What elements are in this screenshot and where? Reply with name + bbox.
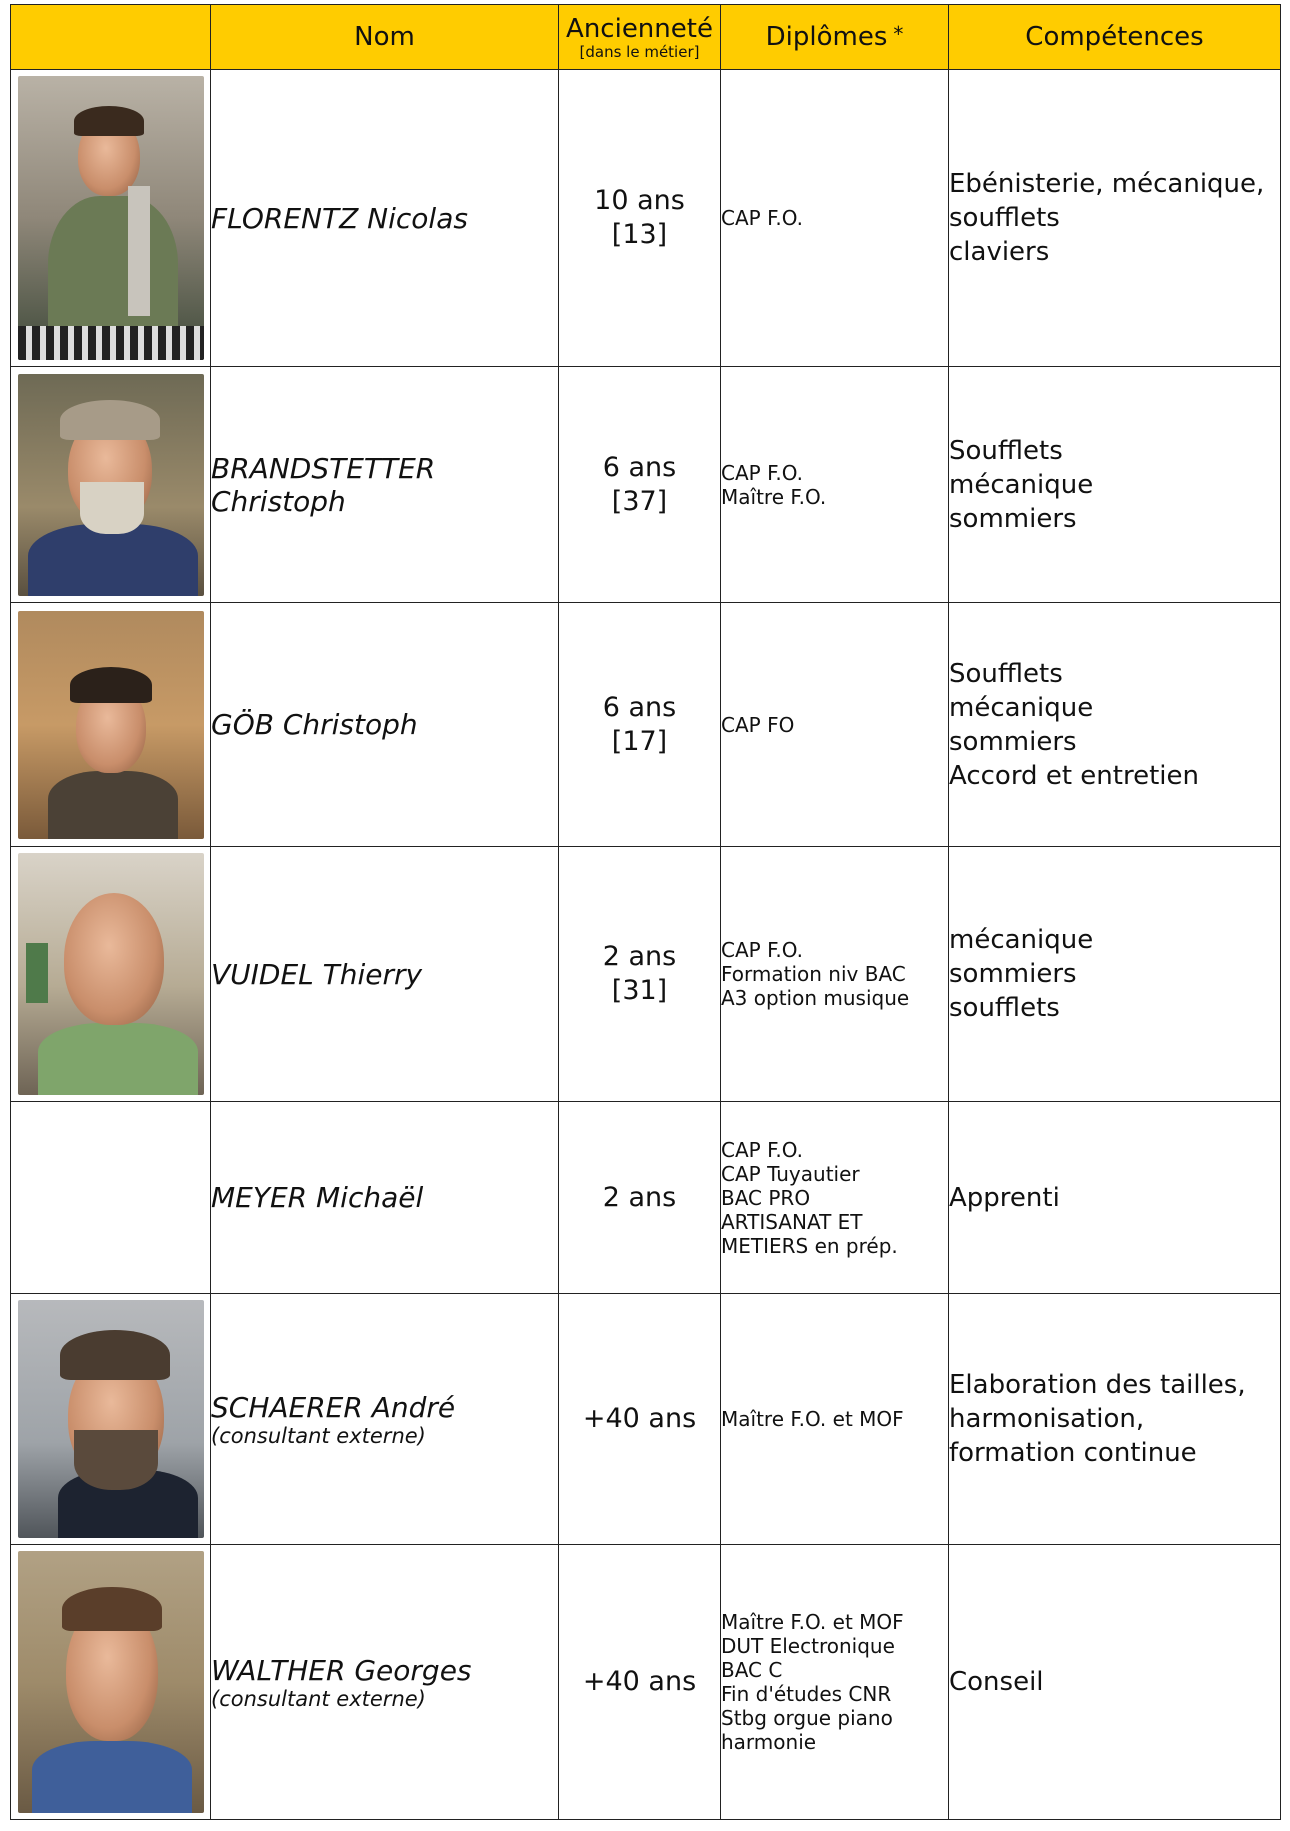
diploma-item: BAC C [721, 1658, 783, 1682]
seniority-cell [559, 70, 721, 367]
seniority-years: 6 ans [602, 691, 677, 723]
diplomas-cell [721, 70, 949, 367]
portrait-photo [18, 1300, 204, 1538]
skill-item: mécanique [949, 692, 1094, 723]
skill-item: soufflets [949, 203, 1060, 233]
header-anciennete [559, 5, 721, 70]
skill-item: harmonisation, [949, 1404, 1145, 1434]
diploma-item: DUT Electronique [721, 1634, 895, 1658]
seniority-years: 10 ans [594, 185, 685, 216]
skill-item: claviers [949, 237, 1050, 267]
header-nom-label: Nom [354, 22, 415, 52]
name-cell [211, 367, 559, 603]
skills-cell [949, 1545, 1281, 1820]
header-photo-cell [11, 5, 211, 70]
header-diplomes-label: Diplômes [765, 22, 888, 52]
person-name: GÖB Christoph [211, 708, 418, 741]
diploma-item: BAC PRO [721, 1185, 811, 1210]
person-name: BRANDSTETTER Christoph [211, 451, 436, 518]
diploma-item: CAP FO [721, 712, 795, 737]
table-row [11, 847, 1281, 1102]
diploma-item: ARTISANAT ET [721, 1209, 863, 1234]
skill-item: Conseil [949, 1667, 1044, 1697]
seniority-total: [17] [611, 725, 668, 757]
photo-cell [11, 1294, 211, 1545]
name-cell [211, 847, 559, 1102]
diploma-item: Formation niv BAC [721, 962, 906, 986]
diplomas-cell [721, 847, 949, 1102]
skill-item: soufflets [949, 993, 1060, 1023]
name-cell [211, 1102, 559, 1294]
portrait-photo [18, 1551, 204, 1813]
seniority-cell [559, 367, 721, 603]
person-name: WALTHER Georges [211, 1653, 472, 1687]
skill-item: sommiers [949, 959, 1077, 989]
skill-item: Accord et entretien [949, 760, 1199, 791]
header-anciennete-label: Ancienneté [566, 14, 713, 44]
skills-cell [949, 367, 1281, 603]
name-cell [211, 1294, 559, 1545]
header-anciennete-sub: [dans le métier] [579, 43, 700, 61]
seniority-total: [31] [611, 975, 668, 1006]
diploma-item: Maître F.O. et MOF [721, 1407, 904, 1431]
header-nom [211, 5, 559, 70]
table-row [11, 70, 1281, 367]
skills-cell [949, 847, 1281, 1102]
skills-cell [949, 1294, 1281, 1545]
diploma-item: CAP F.O. [721, 460, 804, 485]
seniority-cell [559, 1545, 721, 1820]
diploma-item: CAP F.O. [721, 206, 804, 230]
photo-cell [11, 603, 211, 847]
seniority-years: 2 ans [602, 1181, 677, 1213]
seniority-cell [559, 1102, 721, 1294]
portrait-photo [18, 853, 204, 1095]
name-cell [211, 603, 559, 847]
name-cell [211, 70, 559, 367]
seniority-years: +40 ans [582, 1666, 697, 1697]
table-row [11, 1102, 1281, 1294]
skills-cell [949, 1102, 1281, 1294]
header-competences [949, 5, 1281, 70]
diploma-item: Maître F.O. et MOF [721, 1610, 904, 1634]
person-note: (consultant externe) [211, 1686, 426, 1711]
header-diplomes [721, 5, 949, 70]
person-name: SCHAERER André [211, 1390, 456, 1424]
name-cell [211, 1545, 559, 1820]
person-name: VUIDEL Thierry [211, 957, 423, 991]
skill-item: Soufflets [949, 435, 1063, 466]
seniority-total: [13] [611, 219, 668, 250]
skill-item: sommiers [949, 726, 1077, 757]
seniority-years: 2 ans [602, 941, 677, 972]
person-name: MEYER Michaël [211, 1181, 424, 1214]
diplomas-cell [721, 367, 949, 603]
diplomas-cell [721, 603, 949, 847]
diploma-item: Stbg orgue piano [721, 1706, 893, 1730]
portrait-photo [18, 611, 204, 839]
diploma-item: CAP F.O. [721, 1137, 804, 1162]
staff-table [10, 4, 1281, 1820]
table-row [11, 1294, 1281, 1545]
skills-cell [949, 603, 1281, 847]
skill-item: formation continue [949, 1438, 1197, 1468]
person-name: FLORENTZ Nicolas [211, 201, 468, 235]
diploma-item: CAP Tuyautier [721, 1161, 860, 1186]
diploma-item: CAP F.O. [721, 938, 804, 962]
seniority-total: [37] [611, 485, 668, 517]
skill-item: mécanique [949, 925, 1094, 955]
seniority-years: 6 ans [602, 451, 677, 483]
skill-item: Soufflets [949, 658, 1063, 689]
table-row [11, 603, 1281, 847]
header-row [11, 5, 1281, 70]
seniority-cell [559, 1294, 721, 1545]
diploma-item: Maître F.O. [721, 484, 827, 509]
skill-item: mécanique [949, 469, 1094, 500]
table-row [11, 367, 1281, 603]
portrait-photo [18, 374, 204, 596]
photo-cell [11, 1102, 211, 1294]
diploma-item: A3 option musique [721, 986, 910, 1010]
seniority-cell [559, 603, 721, 847]
photo-cell [11, 70, 211, 367]
header-competences-label: Compétences [1025, 22, 1204, 52]
skill-item: Elaboration des tailles, [949, 1370, 1246, 1400]
footnote-mark: * [893, 22, 904, 46]
table-row [11, 1545, 1281, 1820]
photo-cell [11, 847, 211, 1102]
skill-item: Apprenti [949, 1182, 1060, 1213]
skill-item: Ebénisterie, mécanique, [949, 169, 1265, 199]
diploma-item: METIERS en prép. [721, 1233, 898, 1258]
skills-cell [949, 70, 1281, 367]
diplomas-cell [721, 1294, 949, 1545]
photo-cell [11, 367, 211, 603]
seniority-cell [559, 847, 721, 1102]
seniority-years: +40 ans [582, 1403, 697, 1434]
diploma-item: harmonie [721, 1730, 817, 1754]
diplomas-cell [721, 1102, 949, 1294]
diploma-item: Fin d'études CNR [721, 1682, 892, 1706]
person-note: (consultant externe) [211, 1423, 426, 1448]
skill-item: sommiers [949, 503, 1077, 534]
photo-cell [11, 1545, 211, 1820]
portrait-photo [18, 76, 204, 360]
diplomas-cell [721, 1545, 949, 1820]
